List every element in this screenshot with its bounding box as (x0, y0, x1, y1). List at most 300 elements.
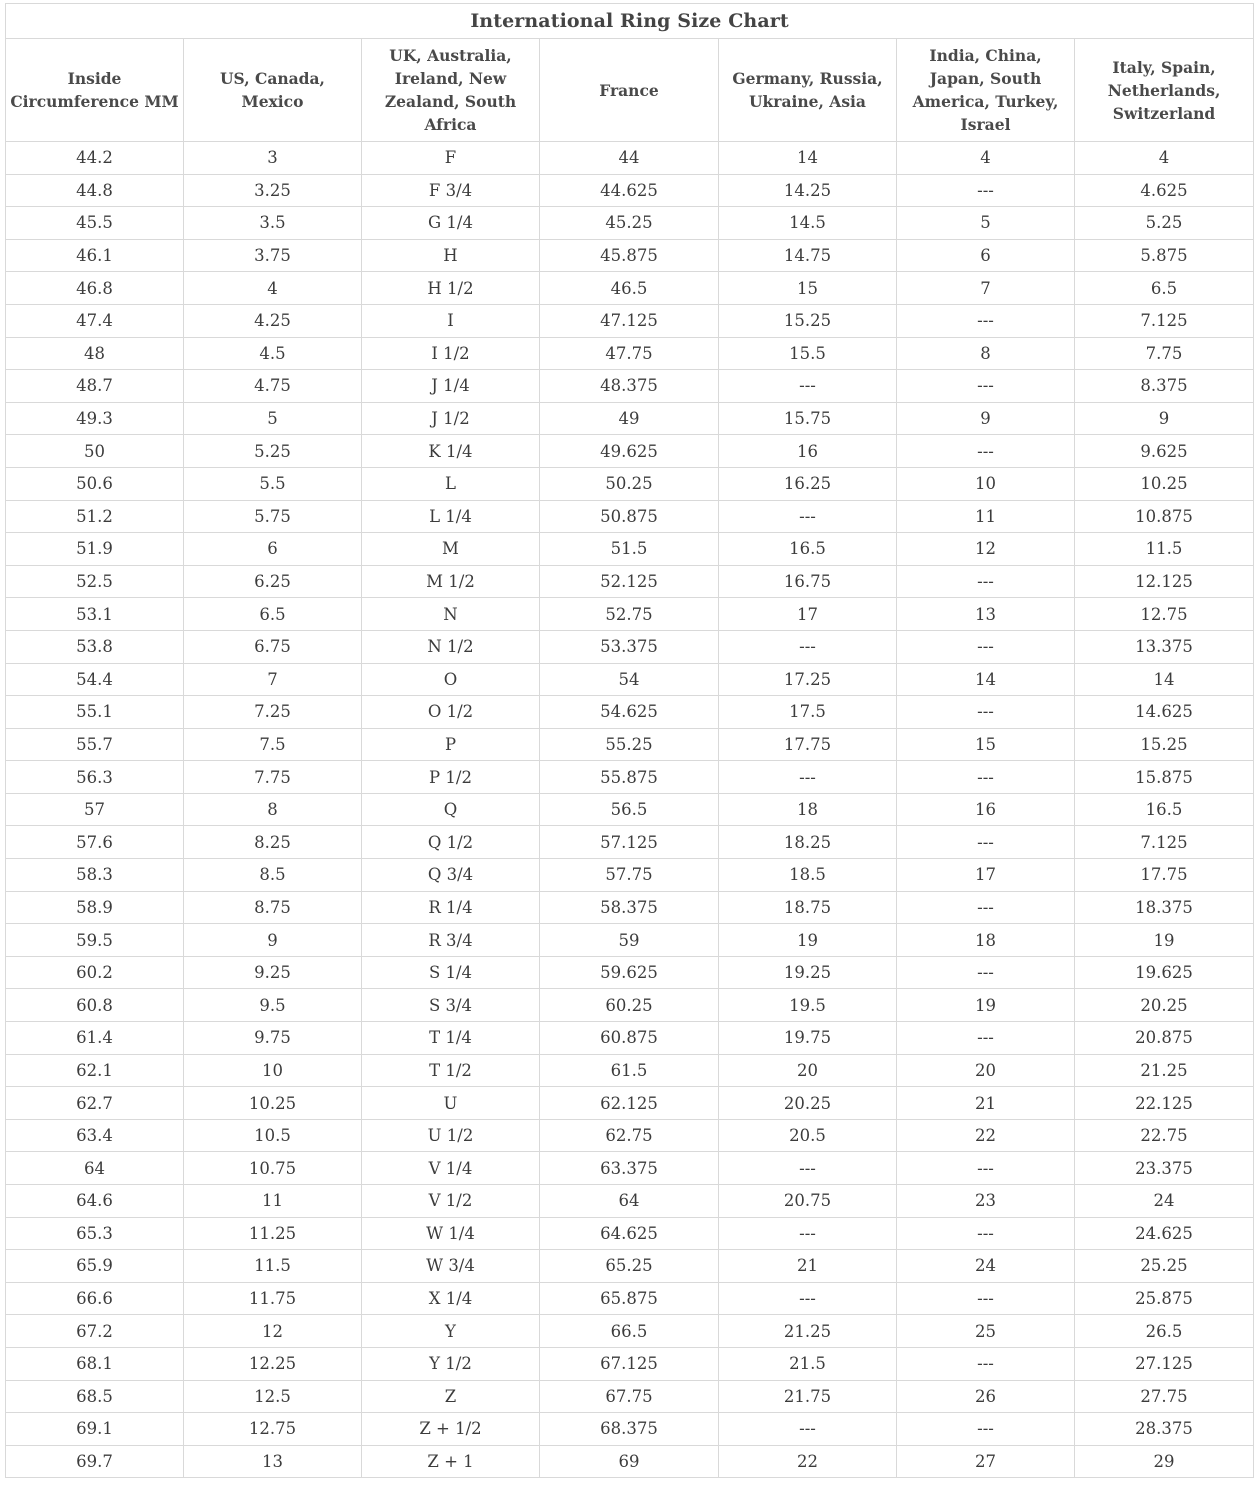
table-cell: 44 (540, 142, 719, 175)
table-cell: 61.5 (540, 1054, 719, 1087)
table-cell: 5.75 (184, 500, 362, 533)
table-cell: 15.75 (719, 402, 897, 435)
table-cell: 4.75 (184, 370, 362, 403)
table-row (6, 337, 1254, 370)
table-cell: 17 (719, 598, 897, 631)
table-cell: 14.75 (719, 239, 897, 272)
table-cell: 10 (184, 1054, 362, 1087)
table-cell: 68.375 (540, 1413, 719, 1446)
table-cell: 45.5 (6, 207, 184, 240)
table-cell: --- (897, 1282, 1075, 1315)
table-cell: J 1/4 (362, 370, 540, 403)
table-cell: 12 (184, 1315, 362, 1348)
table-cell: 47.125 (540, 304, 719, 337)
table-cell: 65.9 (6, 1250, 184, 1283)
table-cell: 17.25 (719, 663, 897, 696)
table-cell: 12.75 (1075, 598, 1254, 631)
table-cell: 62.1 (6, 1054, 184, 1087)
table-cell: Z (362, 1380, 540, 1413)
table-cell: 22 (719, 1445, 897, 1478)
table-cell: 6 (184, 533, 362, 566)
table-cell: 15.875 (1075, 761, 1254, 794)
table-cell: 51.2 (6, 500, 184, 533)
table-cell: 9.25 (184, 956, 362, 989)
table-cell: 11 (184, 1185, 362, 1218)
table-cell: 49.3 (6, 402, 184, 435)
table-cell: O 1/2 (362, 696, 540, 729)
table-cell: 25 (897, 1315, 1075, 1348)
table-cell: 19.625 (1075, 956, 1254, 989)
table-cell: 55.875 (540, 761, 719, 794)
table-cell: P 1/2 (362, 761, 540, 794)
table-cell: 22.75 (1075, 1119, 1254, 1152)
table-row (6, 467, 1254, 500)
table-cell: 21.5 (719, 1347, 897, 1380)
table-cell: 65.25 (540, 1250, 719, 1283)
table-cell: 26.5 (1075, 1315, 1254, 1348)
table-cell: H 1/2 (362, 272, 540, 305)
table-cell: T 1/2 (362, 1054, 540, 1087)
table-cell: 44.8 (6, 174, 184, 207)
table-cell: 10.875 (1075, 500, 1254, 533)
table-cell: Q (362, 793, 540, 826)
table-cell: 16.5 (719, 533, 897, 566)
table-cell: 18.375 (1075, 891, 1254, 924)
table-cell: 14.25 (719, 174, 897, 207)
table-row (6, 1054, 1254, 1087)
table-cell: 23.375 (1075, 1152, 1254, 1185)
table-cell: U 1/2 (362, 1119, 540, 1152)
table-cell: 64.6 (6, 1185, 184, 1218)
table-cell: N 1/2 (362, 630, 540, 663)
table-row (6, 533, 1254, 566)
table-title: International Ring Size Chart (6, 4, 1254, 39)
table-cell: 11.75 (184, 1282, 362, 1315)
table-cell: --- (897, 435, 1075, 468)
table-cell: 52.75 (540, 598, 719, 631)
table-cell: M 1/2 (362, 565, 540, 598)
table-row (6, 826, 1254, 859)
table-cell: Q 3/4 (362, 859, 540, 892)
table-cell: R 1/4 (362, 891, 540, 924)
table-cell: 3.75 (184, 239, 362, 272)
table-cell: S 3/4 (362, 989, 540, 1022)
table-row (6, 663, 1254, 696)
table-cell: N (362, 598, 540, 631)
table-cell: --- (719, 761, 897, 794)
table-cell: 64 (540, 1185, 719, 1218)
table-cell: 24 (897, 1250, 1075, 1283)
table-cell: 52.5 (6, 565, 184, 598)
table-row (6, 598, 1254, 631)
table-cell: 47.75 (540, 337, 719, 370)
table-cell: 65.875 (540, 1282, 719, 1315)
table-cell: 16 (719, 435, 897, 468)
table-cell: --- (719, 1282, 897, 1315)
table-cell: 8 (184, 793, 362, 826)
column-header: US, Canada, Mexico (184, 39, 362, 142)
table-cell: Y (362, 1315, 540, 1348)
table-cell: --- (719, 370, 897, 403)
table-cell: 53.8 (6, 630, 184, 663)
table-cell: K 1/4 (362, 435, 540, 468)
table-cell: 54 (540, 663, 719, 696)
table-cell: 21.75 (719, 1380, 897, 1413)
table-cell: 4.25 (184, 304, 362, 337)
table-cell: 8 (897, 337, 1075, 370)
table-cell: --- (897, 891, 1075, 924)
table-cell: 14 (897, 663, 1075, 696)
table-cell: 12.25 (184, 1347, 362, 1380)
table-cell: R 3/4 (362, 924, 540, 957)
table-cell: 8.375 (1075, 370, 1254, 403)
table-cell: --- (897, 1413, 1075, 1446)
table-cell: 22.125 (1075, 1087, 1254, 1120)
table-cell: M (362, 533, 540, 566)
table-cell: 5 (897, 207, 1075, 240)
table-cell: 27 (897, 1445, 1075, 1478)
table-cell: 63.4 (6, 1119, 184, 1152)
table-cell: --- (897, 1217, 1075, 1250)
column-header: India, China, Japan, South America, Turkey, Israel (897, 39, 1075, 142)
table-row (6, 956, 1254, 989)
table-cell: 11.25 (184, 1217, 362, 1250)
table-cell: 17.5 (719, 696, 897, 729)
column-header: Germany, Russia, Ukraine, Asia (719, 39, 897, 142)
table-cell: 60.25 (540, 989, 719, 1022)
table-cell: I (362, 304, 540, 337)
table-cell: 21 (719, 1250, 897, 1283)
table-cell: 4 (184, 272, 362, 305)
table-cell: 53.375 (540, 630, 719, 663)
table-cell: 20.25 (1075, 989, 1254, 1022)
table-cell: W 1/4 (362, 1217, 540, 1250)
table-cell: 14.5 (719, 207, 897, 240)
table-cell: 5.25 (184, 435, 362, 468)
table-cell: 58.9 (6, 891, 184, 924)
table-cell: --- (897, 696, 1075, 729)
table-cell: 52.125 (540, 565, 719, 598)
table-cell: 12.5 (184, 1380, 362, 1413)
table-cell: 55.1 (6, 696, 184, 729)
table-cell: 9 (1075, 402, 1254, 435)
table-cell: 25.875 (1075, 1282, 1254, 1315)
table-cell: --- (719, 630, 897, 663)
table-cell: 13 (897, 598, 1075, 631)
table-cell: 6 (897, 239, 1075, 272)
table-cell: G 1/4 (362, 207, 540, 240)
table-cell: 23 (897, 1185, 1075, 1218)
table-cell: 25.25 (1075, 1250, 1254, 1283)
table-cell: 7.125 (1075, 826, 1254, 859)
table-cell: 16 (897, 793, 1075, 826)
table-cell: 16.75 (719, 565, 897, 598)
ring-size-chart (5, 3, 1253, 1478)
table-cell: 12.75 (184, 1413, 362, 1446)
table-cell: 50.25 (540, 467, 719, 500)
table-cell: 22 (897, 1119, 1075, 1152)
table-cell: 18.5 (719, 859, 897, 892)
table-cell: W 3/4 (362, 1250, 540, 1283)
table-cell: 10.25 (1075, 467, 1254, 500)
table-cell: 58.375 (540, 891, 719, 924)
table-cell: 17 (897, 859, 1075, 892)
table-cell: 7 (184, 663, 362, 696)
table-cell: 14 (1075, 663, 1254, 696)
table-cell: 17.75 (1075, 859, 1254, 892)
table-cell: Y 1/2 (362, 1347, 540, 1380)
table-cell: 69.7 (6, 1445, 184, 1478)
column-header: Italy, Spain, Netherlands, Switzerland (1075, 39, 1254, 142)
table-cell: 3.5 (184, 207, 362, 240)
table-cell: 64.625 (540, 1217, 719, 1250)
table-cell: 20.75 (719, 1185, 897, 1218)
table-cell: 49.625 (540, 435, 719, 468)
table-cell: 3 (184, 142, 362, 175)
table-row (6, 1315, 1254, 1348)
table-cell: 27.125 (1075, 1347, 1254, 1380)
table-cell: L 1/4 (362, 500, 540, 533)
table-cell: 7 (897, 272, 1075, 305)
table-cell: --- (897, 174, 1075, 207)
table-cell: 17.75 (719, 728, 897, 761)
table-cell: 4 (1075, 142, 1254, 175)
table-cell: 50.6 (6, 467, 184, 500)
table-cell: 8.5 (184, 859, 362, 892)
table-cell: 49 (540, 402, 719, 435)
table-cell: 9.75 (184, 1022, 362, 1055)
table-row (6, 239, 1254, 272)
table-cell: F 3/4 (362, 174, 540, 207)
table-row (6, 370, 1254, 403)
column-header: France (540, 39, 719, 142)
table-cell: H (362, 239, 540, 272)
table-cell: 67.125 (540, 1347, 719, 1380)
table-cell: 18.25 (719, 826, 897, 859)
table-cell: 15 (719, 272, 897, 305)
table-cell: 11.5 (1075, 533, 1254, 566)
table-cell: 21.25 (719, 1315, 897, 1348)
table-cell: 21 (897, 1087, 1075, 1120)
table-cell: 12 (897, 533, 1075, 566)
table-row (6, 630, 1254, 663)
table-cell: 67.2 (6, 1315, 184, 1348)
table-cell: 11.5 (184, 1250, 362, 1283)
table-cell: 4.625 (1075, 174, 1254, 207)
table-row (6, 1022, 1254, 1055)
table-cell: 9 (897, 402, 1075, 435)
table-cell: 13.375 (1075, 630, 1254, 663)
table-cell: 6.25 (184, 565, 362, 598)
table-cell: F (362, 142, 540, 175)
table-cell: V 1/4 (362, 1152, 540, 1185)
table-cell: 56.5 (540, 793, 719, 826)
table-cell: --- (719, 1413, 897, 1446)
table-cell: U (362, 1087, 540, 1120)
table-cell: 62.7 (6, 1087, 184, 1120)
table-row (6, 565, 1254, 598)
table-cell: --- (897, 1152, 1075, 1185)
table-cell: 55.7 (6, 728, 184, 761)
table-row (6, 891, 1254, 924)
table-cell: 45.25 (540, 207, 719, 240)
table-cell: 48.7 (6, 370, 184, 403)
table-cell: 27.75 (1075, 1380, 1254, 1413)
table-cell: 15.25 (719, 304, 897, 337)
table-cell: 4.5 (184, 337, 362, 370)
table-cell: 20.5 (719, 1119, 897, 1152)
column-header: Inside Circumference MM (6, 39, 184, 142)
table-cell: 45.875 (540, 239, 719, 272)
table-cell: 59 (540, 924, 719, 957)
table-cell: 20.875 (1075, 1022, 1254, 1055)
table-cell: 24 (1075, 1185, 1254, 1218)
table-cell: 6.75 (184, 630, 362, 663)
table-cell: 48 (6, 337, 184, 370)
table-cell: 66.5 (540, 1315, 719, 1348)
table-cell: V 1/2 (362, 1185, 540, 1218)
table-cell: 47.4 (6, 304, 184, 337)
table-cell: 5.875 (1075, 239, 1254, 272)
table-cell: 55.25 (540, 728, 719, 761)
table-cell: J 1/2 (362, 402, 540, 435)
table-cell: 9.5 (184, 989, 362, 1022)
table-cell: 56.3 (6, 761, 184, 794)
table-row (6, 1413, 1254, 1446)
table-row (6, 1087, 1254, 1120)
table-cell: 13 (184, 1445, 362, 1478)
table-cell: --- (897, 565, 1075, 598)
table-cell: 8.75 (184, 891, 362, 924)
table-cell: 12.125 (1075, 565, 1254, 598)
table-cell: 5.5 (184, 467, 362, 500)
table-cell: --- (719, 1152, 897, 1185)
table-cell: 28.375 (1075, 1413, 1254, 1446)
table-row (6, 1347, 1254, 1380)
table-cell: 57.75 (540, 859, 719, 892)
table-cell: 16.25 (719, 467, 897, 500)
table-row (6, 1152, 1254, 1185)
table-cell: 65.3 (6, 1217, 184, 1250)
table-cell: 59.625 (540, 956, 719, 989)
table-cell: 54.625 (540, 696, 719, 729)
ring-size-table (5, 3, 1254, 1478)
table-cell: 69 (540, 1445, 719, 1478)
table-row (6, 402, 1254, 435)
table-row (6, 1185, 1254, 1218)
table-cell: 57.6 (6, 826, 184, 859)
table-cell: 67.75 (540, 1380, 719, 1413)
table-cell: --- (897, 370, 1075, 403)
table-cell: I 1/2 (362, 337, 540, 370)
table-cell: 7.5 (184, 728, 362, 761)
table-row (6, 761, 1254, 794)
table-cell: 62.125 (540, 1087, 719, 1120)
table-cell: 60.2 (6, 956, 184, 989)
table-row (6, 207, 1254, 240)
header-row (6, 39, 1254, 142)
table-cell: 58.3 (6, 859, 184, 892)
table-cell: 57 (6, 793, 184, 826)
table-cell: 16.5 (1075, 793, 1254, 826)
table-cell: 6.5 (1075, 272, 1254, 305)
table-cell: 10.75 (184, 1152, 362, 1185)
table-cell: --- (897, 761, 1075, 794)
table-cell: 9 (184, 924, 362, 957)
table-cell: 19.5 (719, 989, 897, 1022)
table-row (6, 728, 1254, 761)
table-row (6, 304, 1254, 337)
table-cell: 69.1 (6, 1413, 184, 1446)
table-row (6, 1380, 1254, 1413)
table-cell: --- (897, 956, 1075, 989)
table-cell: 60.875 (540, 1022, 719, 1055)
table-cell: 11 (897, 500, 1075, 533)
table-cell: 19 (719, 924, 897, 957)
table-cell: 15 (897, 728, 1075, 761)
table-cell: Z + 1/2 (362, 1413, 540, 1446)
table-cell: 50 (6, 435, 184, 468)
table-row (6, 924, 1254, 957)
table-cell: 68.1 (6, 1347, 184, 1380)
table-cell: 20 (719, 1054, 897, 1087)
table-cell: 46.8 (6, 272, 184, 305)
table-row (6, 174, 1254, 207)
table-cell: 61.4 (6, 1022, 184, 1055)
table-cell: 7.75 (1075, 337, 1254, 370)
table-cell: P (362, 728, 540, 761)
table-cell: 54.4 (6, 663, 184, 696)
table-cell: 20 (897, 1054, 1075, 1087)
table-row (6, 1445, 1254, 1478)
table-cell: 6.5 (184, 598, 362, 631)
table-row (6, 696, 1254, 729)
table-cell: L (362, 467, 540, 500)
table-cell: 19 (897, 989, 1075, 1022)
table-row (6, 435, 1254, 468)
table-cell: 63.375 (540, 1152, 719, 1185)
table-cell: 50.875 (540, 500, 719, 533)
table-cell: 18 (897, 924, 1075, 957)
table-cell: 18 (719, 793, 897, 826)
table-cell: 26 (897, 1380, 1075, 1413)
table-cell: --- (897, 826, 1075, 859)
table-cell: --- (897, 304, 1075, 337)
table-cell: 8.25 (184, 826, 362, 859)
table-cell: 18.75 (719, 891, 897, 924)
table-cell: 29 (1075, 1445, 1254, 1478)
table-cell: 46.5 (540, 272, 719, 305)
table-cell: --- (897, 630, 1075, 663)
table-cell: 51.5 (540, 533, 719, 566)
table-cell: 3.25 (184, 174, 362, 207)
table-cell: X 1/4 (362, 1282, 540, 1315)
table-row (6, 1119, 1254, 1152)
table-cell: 14.625 (1075, 696, 1254, 729)
table-cell: Z + 1 (362, 1445, 540, 1478)
table-cell: --- (719, 1217, 897, 1250)
table-row (6, 989, 1254, 1022)
table-cell: 7.125 (1075, 304, 1254, 337)
table-cell: S 1/4 (362, 956, 540, 989)
table-row (6, 859, 1254, 892)
table-cell: 7.75 (184, 761, 362, 794)
table-cell: T 1/4 (362, 1022, 540, 1055)
table-cell: 20.25 (719, 1087, 897, 1120)
table-cell: 68.5 (6, 1380, 184, 1413)
table-row (6, 793, 1254, 826)
table-cell: Q 1/2 (362, 826, 540, 859)
